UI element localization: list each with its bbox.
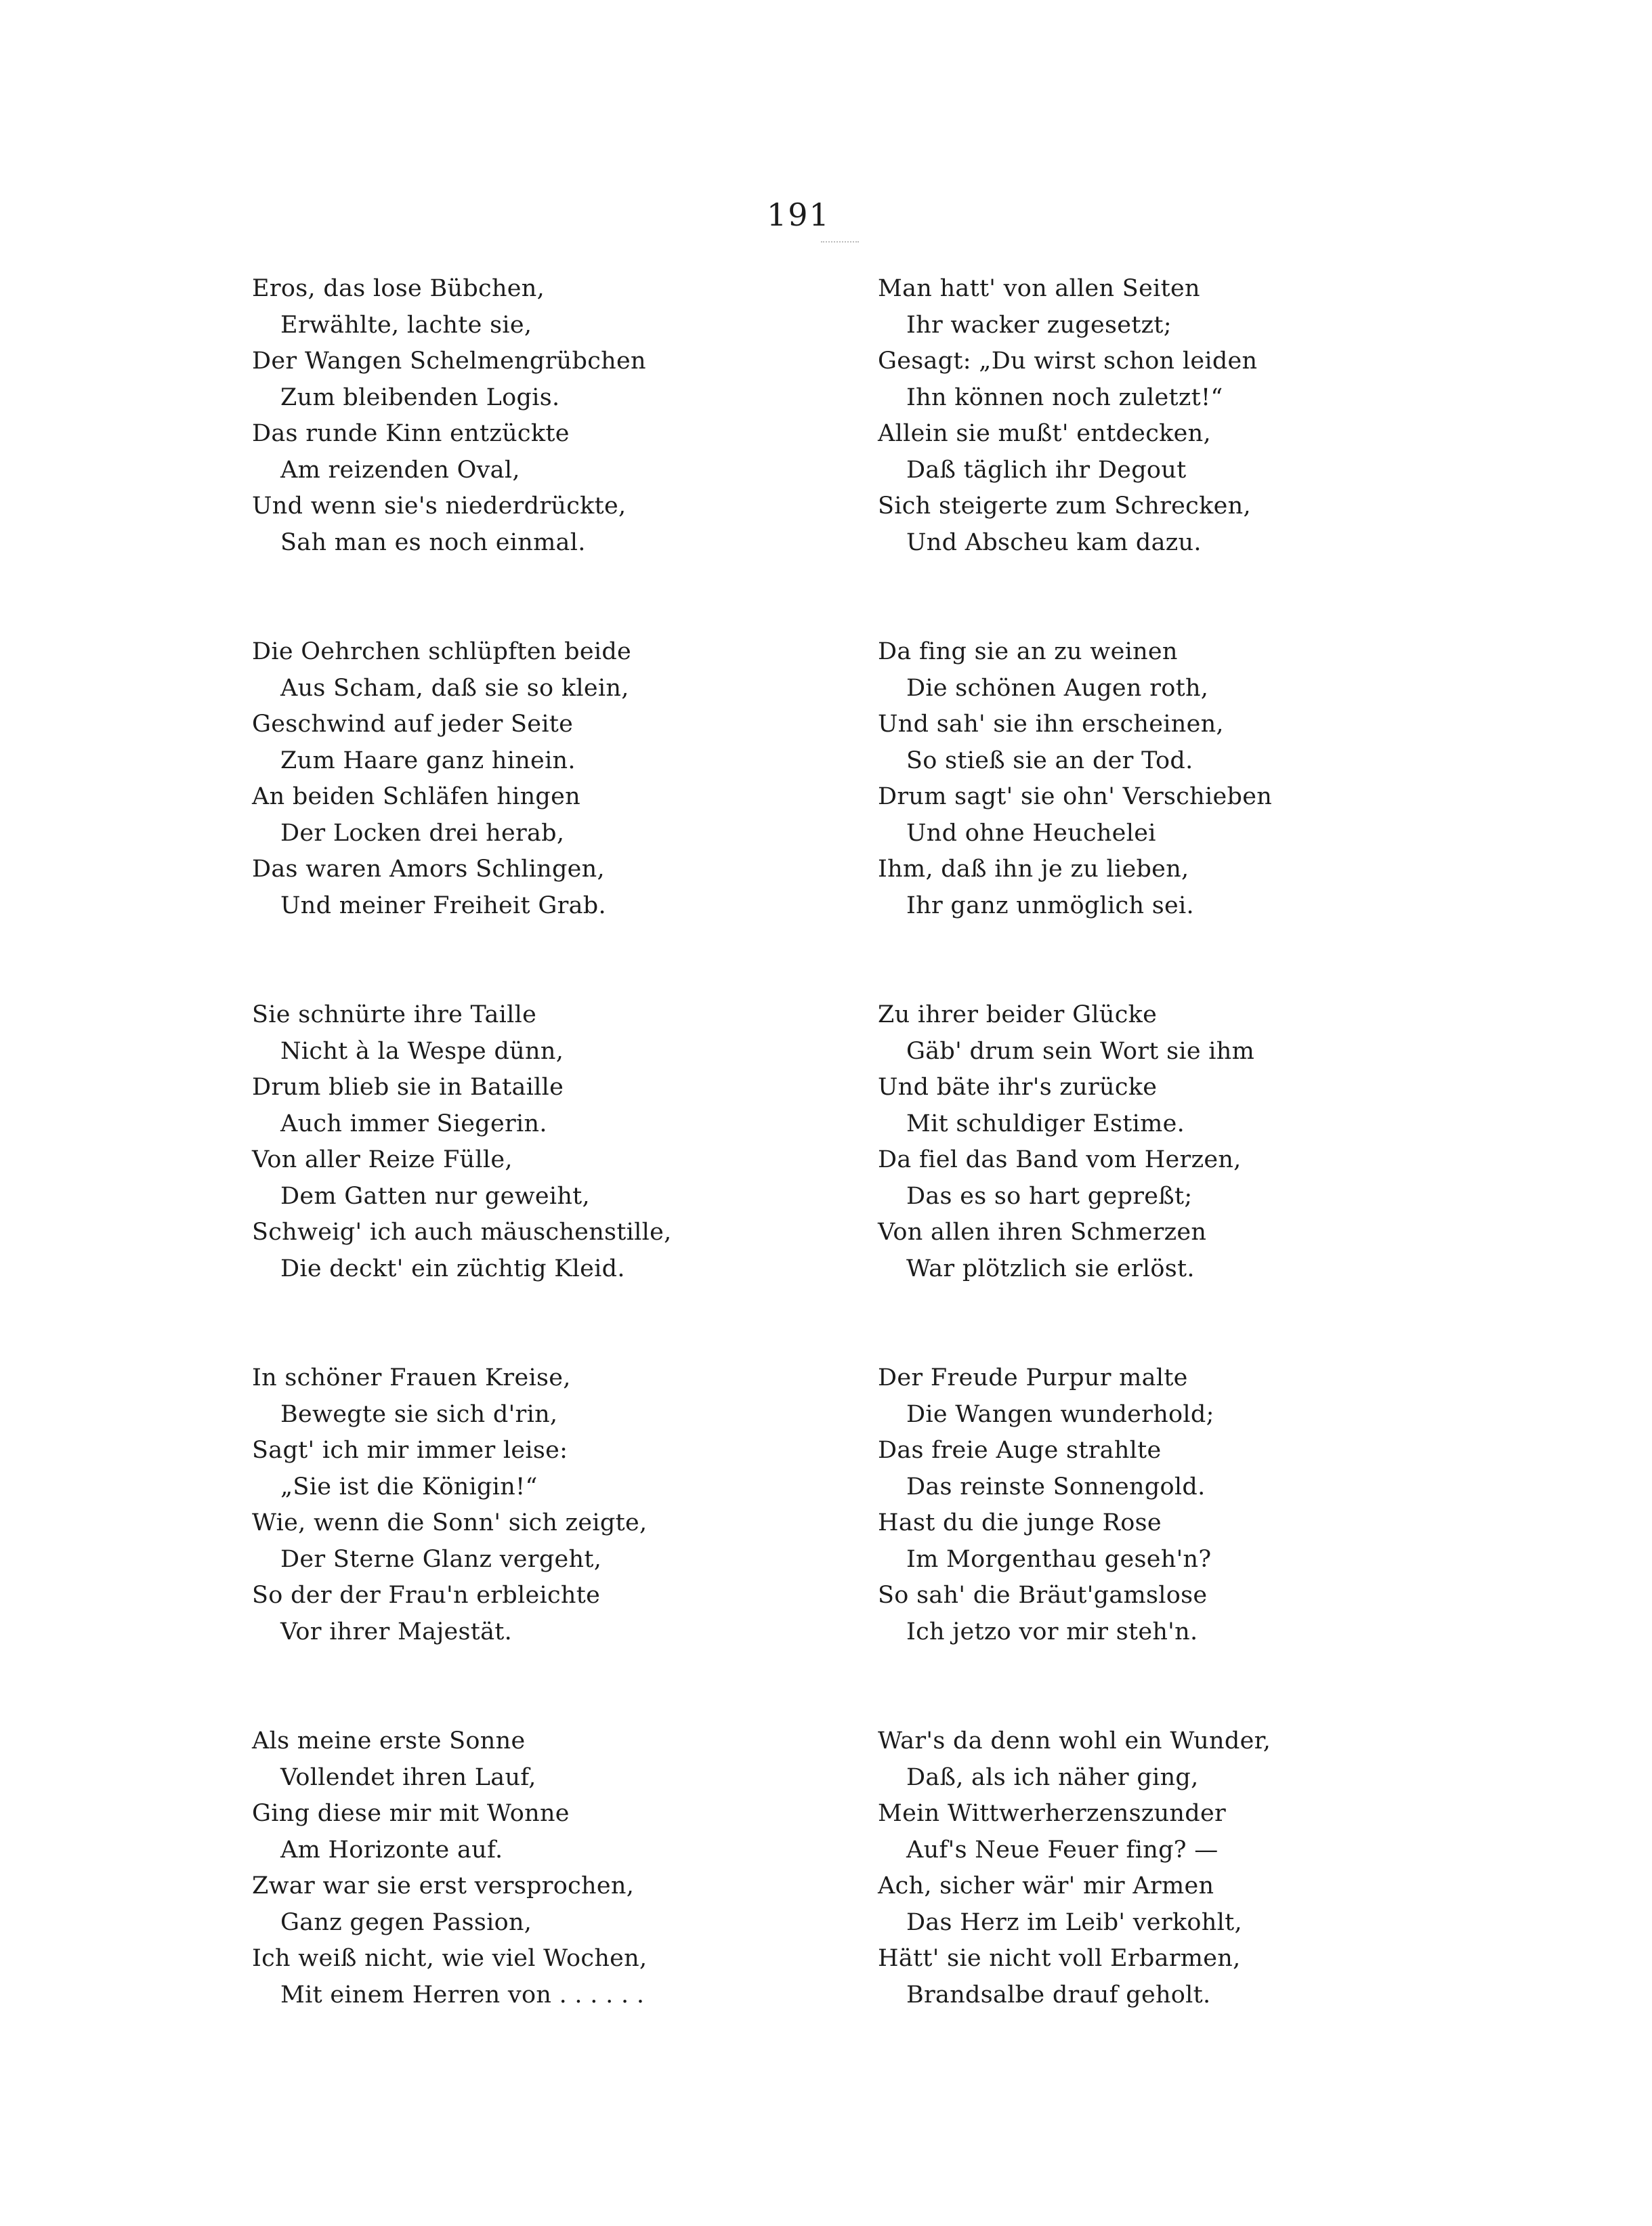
verse-line: Zum bleibenden Logis. (280, 383, 560, 411)
verse-line: „Sie ist die Königin!“ (280, 1473, 538, 1500)
verse-line: Die Oehrchen schlüpften beide (252, 638, 632, 665)
stanza (252, 634, 794, 997)
verse-line: Der Wangen Schelmengrübchen (252, 348, 646, 375)
stanza (252, 1360, 794, 1723)
verse-line: Von allen ihren Schmerzen (878, 1219, 1207, 1246)
verse-line: Zu ihrer beider Glücke (878, 1001, 1158, 1028)
poem-column-left (252, 271, 794, 2086)
verse-line: Die schönen Augen roth, (906, 674, 1209, 702)
verse-line: Ihr wacker zugesetzt; (906, 311, 1172, 339)
verse-line: Nicht à la Wespe dünn, (280, 1037, 564, 1065)
verse-line: Ihn können noch zuletzt!“ (906, 383, 1223, 411)
verse-line: Auf's Neue Feuer fing? — (906, 1836, 1219, 1864)
verse-line: So stieß sie an der Tod. (906, 747, 1193, 774)
verse-line: Mit einem Herren von . . . . . . (280, 1981, 645, 2009)
verse-line: Daß, als ich näher ging, (906, 1763, 1199, 1791)
verse-line: War's da denn wohl ein Wunder, (878, 1727, 1271, 1755)
stanza (878, 997, 1420, 1360)
verse-line: Geschwind auf jeder Seite (252, 711, 574, 738)
verse-line: Erwählte, lachte sie, (280, 311, 532, 339)
verse-line: Auch immer Siegerin. (280, 1110, 547, 1137)
verse-line: Im Morgenthau geseh'n? (906, 1545, 1212, 1573)
verse-line: Und Abscheu kam dazu. (906, 528, 1202, 556)
verse-line: Zum Haare ganz hinein. (280, 747, 576, 774)
verse-line: Ich jetzo vor mir steh'n. (906, 1618, 1198, 1645)
verse-line: Als meine erste Sonne (252, 1727, 526, 1755)
verse-line: Ihm, daß ihn je zu lieben, (878, 856, 1189, 883)
verse-line: Eros, das lose Bübchen, (252, 275, 545, 302)
verse-line: Drum sagt' sie ohn' Verschieben (878, 783, 1273, 810)
verse-line: Ich weiß nicht, wie viel Wochen, (252, 1945, 648, 1972)
verse-line: Allein sie mußt' entdecken, (878, 420, 1211, 447)
verse-line: Da fing sie an zu weinen (878, 638, 1178, 665)
verse-line: Hast du die junge Rose (878, 1509, 1162, 1536)
verse-line: Das runde Kinn entzückte (252, 420, 570, 447)
verse-line: Drum blieb sie in Bataille (252, 1074, 564, 1101)
verse-line: Gesagt: „Du wirst schon leiden (878, 348, 1258, 375)
stanza (252, 271, 794, 634)
stanza (878, 634, 1420, 997)
verse-line: Das freie Auge strahlte (878, 1437, 1162, 1464)
page-number-underline (821, 241, 859, 243)
verse-line: Sah man es noch einmal. (280, 528, 586, 556)
verse-line: Ihr ganz unmöglich sei. (906, 891, 1194, 919)
verse-line: Und sah' sie ihn erscheinen, (878, 711, 1224, 738)
verse-line: Das Herz im Leib' verkohlt, (906, 1908, 1242, 1936)
verse-line: Vor ihrer Majestät. (280, 1618, 513, 1645)
stanza (878, 1723, 1420, 2086)
poem-column-right (878, 271, 1420, 2086)
verse-line: Schweig' ich auch mäuschenstille, (252, 1219, 672, 1246)
verse-line: Zwar war sie erst versprochen, (252, 1872, 635, 1899)
verse-line: Mein Wittwerherzenszunder (878, 1800, 1227, 1827)
verse-line: Von aller Reize Fülle, (252, 1146, 513, 1173)
verse-line: Das reinste Sonnengold. (906, 1473, 1206, 1500)
verse-line: Aus Scham, daß sie so klein, (280, 674, 629, 702)
verse-line: Am Horizonte auf. (280, 1836, 503, 1864)
verse-line: War plötzlich sie erlöst. (906, 1255, 1195, 1282)
verse-line: Und bäte ihr's zurücke (878, 1074, 1158, 1101)
verse-line: Bewegte sie sich d'rin, (280, 1400, 558, 1428)
verse-line: Ganz gegen Passion, (280, 1908, 532, 1936)
verse-line: Der Locken drei herab, (280, 819, 565, 847)
verse-line: Und ohne Heuchelei (906, 819, 1156, 847)
stanza (878, 271, 1420, 634)
verse-line: Brandsalbe drauf geholt. (906, 1981, 1211, 2009)
verse-line: Das es so hart gepreßt; (906, 1182, 1193, 1210)
stanza (252, 997, 794, 1360)
verse-line: Wie, wenn die Sonn' sich zeigte, (252, 1509, 648, 1536)
page-number: 191 (767, 196, 830, 233)
verse-line: So sah' die Bräut'gamslose (878, 1582, 1208, 1609)
verse-line: Man hatt' von allen Seiten (878, 275, 1200, 302)
verse-line: Gäb' drum sein Wort sie ihm (906, 1037, 1255, 1065)
verse-line: Die Wangen wunderhold; (906, 1400, 1214, 1428)
verse-line: Dem Gatten nur geweiht, (280, 1182, 590, 1210)
verse-line: Mit schuldiger Estime. (906, 1110, 1185, 1137)
stanza (252, 1723, 794, 2086)
verse-line: So der der Frau'n erbleichte (252, 1582, 601, 1609)
verse-line: Ach, sicher wär' mir Armen (878, 1872, 1214, 1899)
verse-line: Am reizenden Oval, (280, 456, 520, 484)
verse-line: Sich steigerte zum Schrecken, (878, 492, 1251, 520)
verse-line: Da fiel das Band vom Herzen, (878, 1146, 1242, 1173)
verse-line: Ging diese mir mit Wonne (252, 1800, 570, 1827)
verse-line: In schöner Frauen Kreise, (252, 1364, 571, 1391)
verse-line: An beiden Schläfen hingen (252, 783, 580, 810)
verse-line: Sagt' ich mir immer leise: (252, 1437, 568, 1464)
verse-line: Und meiner Freiheit Grab. (280, 891, 606, 919)
verse-line: Der Sterne Glanz vergeht, (280, 1545, 602, 1573)
verse-line: Und wenn sie's niederdrückte, (252, 492, 627, 520)
verse-line: Der Freude Purpur malte (878, 1364, 1188, 1391)
verse-line: Vollendet ihren Lauf, (280, 1763, 536, 1791)
verse-line: Die deckt' ein züchtig Kleid. (280, 1255, 625, 1282)
verse-line: Das waren Amors Schlingen, (252, 856, 605, 883)
verse-line: Daß täglich ihr Degout (906, 456, 1187, 484)
verse-line: Hätt' sie nicht voll Erbarmen, (878, 1945, 1241, 1972)
verse-line: Sie schnürte ihre Taille (252, 1001, 537, 1028)
stanza (878, 1360, 1420, 1723)
